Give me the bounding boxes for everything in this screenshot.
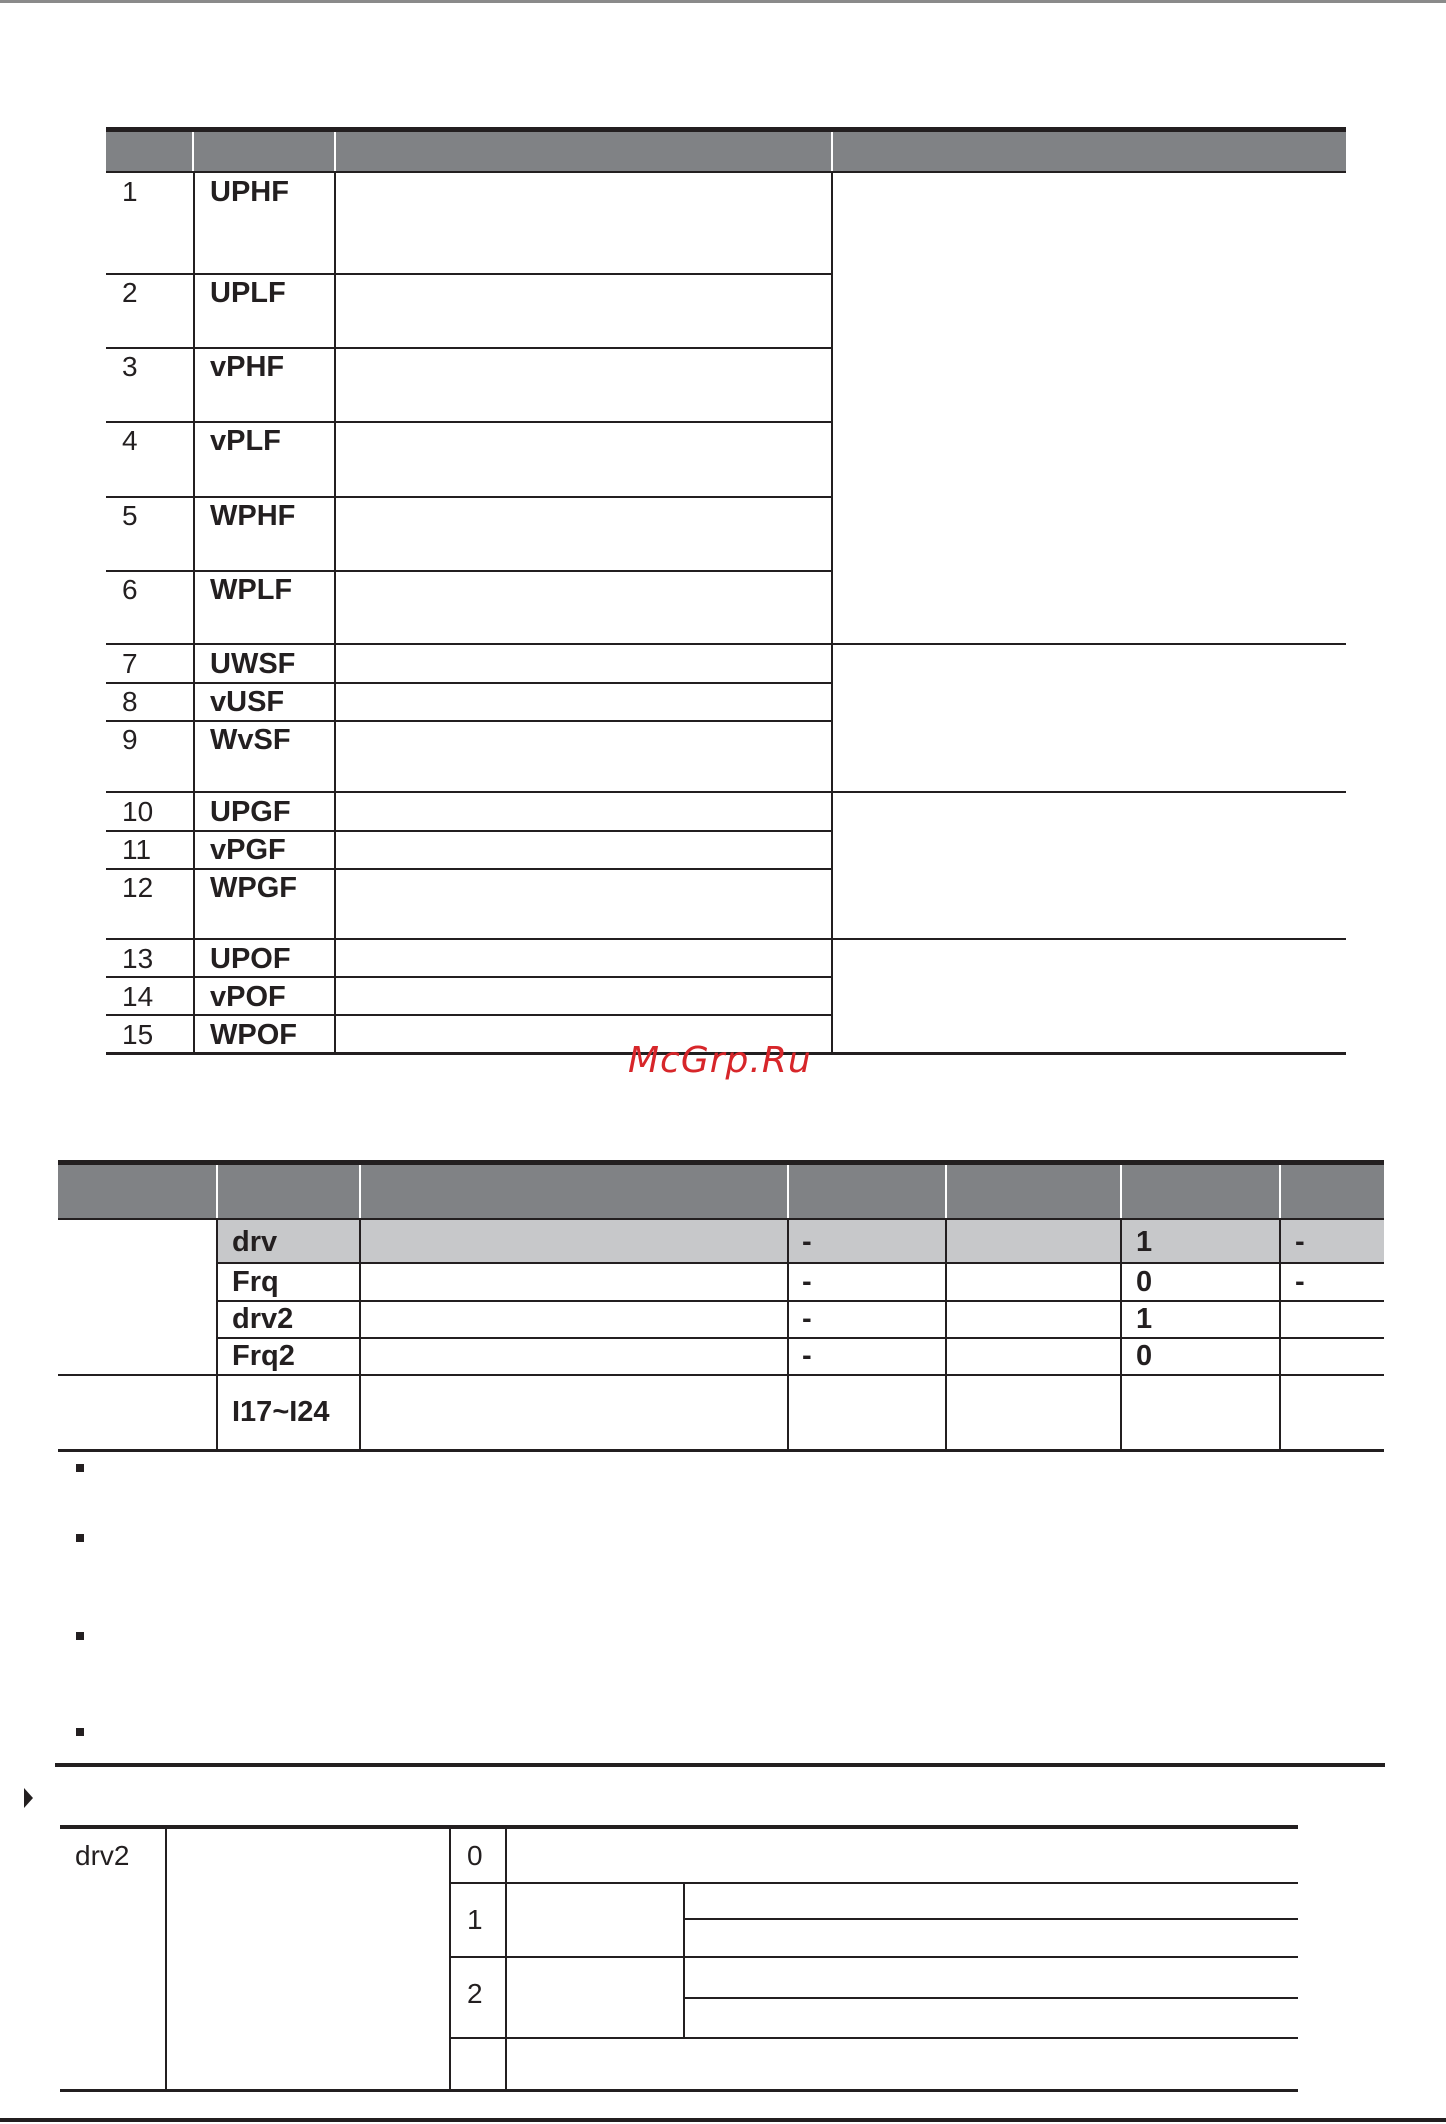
param-table-bottom-border xyxy=(58,1449,1384,1452)
row-number: 10 xyxy=(122,796,154,827)
param-value: - xyxy=(802,1266,812,1298)
header-divider xyxy=(359,1165,361,1218)
fault-code: WPHF xyxy=(210,500,296,532)
fault-code: UPGF xyxy=(210,796,291,828)
fault-code: UPOF xyxy=(210,943,291,975)
param-code: I17~I24 xyxy=(232,1396,330,1428)
header-divider xyxy=(831,132,833,171)
param-code: drv xyxy=(232,1226,278,1258)
row-number: 11 xyxy=(122,834,152,865)
row-line xyxy=(106,496,833,498)
col-line xyxy=(831,171,833,1053)
option-value: 0 xyxy=(467,1840,483,1871)
param-unit: - xyxy=(1295,1226,1305,1258)
param-table-header xyxy=(58,1165,1384,1218)
row-line xyxy=(216,1300,1384,1302)
row-line xyxy=(106,830,833,832)
fault-code: WPLF xyxy=(210,574,293,606)
row-number: 9 xyxy=(122,724,138,755)
param-unit: - xyxy=(1295,1266,1305,1298)
header-bottom-line xyxy=(106,171,1346,173)
param-default: 1 xyxy=(1136,1226,1153,1258)
header-divider xyxy=(216,1165,218,1218)
fault-code: vPGF xyxy=(210,834,286,866)
row-line xyxy=(106,1014,833,1016)
param-default: 1 xyxy=(1136,1303,1153,1335)
fault-code: vUSF xyxy=(210,686,285,718)
row-line xyxy=(216,1262,1384,1264)
col-line xyxy=(449,1829,451,2089)
col-line xyxy=(787,1218,789,1451)
row-line xyxy=(106,720,833,722)
col-line xyxy=(945,1218,947,1451)
param-code: Frq2 xyxy=(232,1340,295,1372)
param-code: drv2 xyxy=(232,1303,294,1335)
param-value: - xyxy=(802,1340,812,1372)
row-line xyxy=(106,347,833,349)
header-divider xyxy=(1120,1165,1122,1218)
row-number: 6 xyxy=(122,574,138,605)
row-line xyxy=(449,1882,1298,1884)
row-line xyxy=(216,1337,1384,1339)
row-number: 15 xyxy=(122,1019,154,1050)
row-line xyxy=(449,2037,1298,2039)
top-rule xyxy=(0,0,1446,3)
section-arrow-icon xyxy=(24,1788,33,1808)
row-line xyxy=(106,682,833,684)
row-number: 12 xyxy=(122,872,154,903)
row-line xyxy=(106,976,833,978)
header-divider xyxy=(945,1165,947,1218)
param-code: Frq xyxy=(232,1266,279,1298)
bullet xyxy=(76,1728,84,1736)
param-value: - xyxy=(802,1303,812,1335)
param-value: - xyxy=(802,1226,812,1258)
row-number: 4 xyxy=(122,425,138,456)
drv2-table-bottom-border xyxy=(60,2089,1298,2092)
fault-code: WPOF xyxy=(210,1019,297,1051)
group-line xyxy=(106,643,1346,645)
option-value: 2 xyxy=(467,1978,483,2009)
row-line xyxy=(683,1997,1298,1999)
row-line xyxy=(106,273,833,275)
row-number: 14 xyxy=(122,981,154,1012)
col-line xyxy=(683,1883,685,2038)
col-line xyxy=(216,1218,218,1451)
param-default: 0 xyxy=(1136,1266,1153,1298)
param-default: 0 xyxy=(1136,1340,1153,1372)
col-line xyxy=(505,1829,507,2089)
row-number: 1 xyxy=(122,176,138,207)
bullet xyxy=(76,1632,84,1640)
row-line xyxy=(449,1956,1298,1958)
fault-code: UWSF xyxy=(210,648,296,680)
col-line xyxy=(334,171,336,1053)
row-number: 7 xyxy=(122,648,138,679)
fault-code: UPHF xyxy=(210,176,289,208)
row-line xyxy=(58,1374,1384,1376)
fault-code: vPOF xyxy=(210,981,286,1013)
col-line xyxy=(1279,1218,1281,1451)
row-number: 3 xyxy=(122,351,138,382)
row-number: 2 xyxy=(122,277,138,308)
fault-code: UPLF xyxy=(210,277,286,309)
bullet xyxy=(76,1464,84,1472)
col-line xyxy=(193,171,195,1053)
bullet xyxy=(76,1534,84,1542)
row-line xyxy=(683,1918,1298,1920)
row-line xyxy=(106,421,833,423)
group-line xyxy=(106,791,1346,793)
col-line xyxy=(1120,1218,1122,1451)
row-number: 8 xyxy=(122,686,138,717)
group-line xyxy=(106,938,1346,940)
row-line xyxy=(106,570,833,572)
header-divider xyxy=(1279,1165,1281,1218)
fault-code: WPGF xyxy=(210,872,297,904)
row-line xyxy=(106,868,833,870)
row-number: 13 xyxy=(122,943,154,974)
highlight-row xyxy=(218,1220,1384,1262)
fault-code: vPHF xyxy=(210,351,285,383)
fault-code: vPLF xyxy=(210,425,281,457)
header-divider xyxy=(192,132,194,171)
col-line xyxy=(359,1218,361,1451)
header-divider xyxy=(787,1165,789,1218)
fault-code: WvSF xyxy=(210,724,291,756)
drv2-param-label: drv2 xyxy=(75,1840,130,1871)
fault-table-header xyxy=(106,132,1346,171)
row-number: 5 xyxy=(122,500,138,531)
header-divider xyxy=(334,132,336,171)
section-divider xyxy=(55,1763,1385,1767)
drv2-table-top-border xyxy=(60,1825,1298,1829)
option-value: 1 xyxy=(467,1904,483,1935)
bottom-rule xyxy=(0,2118,1446,2122)
watermark: McGrp.Ru xyxy=(628,1040,812,1081)
col-line xyxy=(165,1829,167,2089)
